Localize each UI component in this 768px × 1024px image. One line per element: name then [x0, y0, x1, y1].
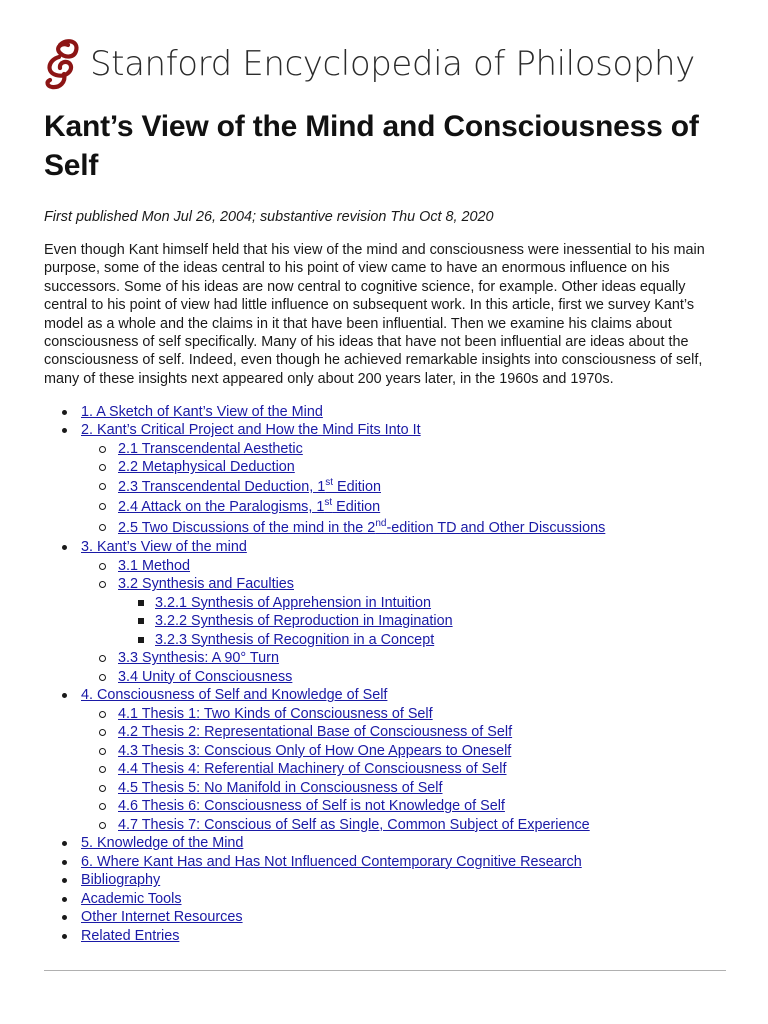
toc-link-section-4-1[interactable]: 4.1 Thesis 1: Two Kinds of Consciousness of Self	[118, 705, 433, 722]
toc-link-section-3[interactable]: 3. Kant’s View of the mind	[81, 539, 247, 556]
toc-item	[81, 518, 728, 539]
toc-link-related-entries[interactable]: Related Entries	[81, 927, 180, 944]
toc-link-academic-tools[interactable]: Academic Tools	[81, 890, 182, 907]
bullet-icon	[99, 729, 106, 736]
toc-link-section-3-4[interactable]: 3.4 Unity of Consciousness	[118, 668, 293, 685]
bullet-icon	[99, 822, 106, 829]
bullet-icon	[99, 655, 106, 662]
bullet-icon	[138, 637, 144, 643]
toc-link-section-3-2-2[interactable]: 3.2.2 Synthesis of Reproduction in Imagination	[155, 613, 453, 630]
toc-link-section-3-2-1[interactable]: 3.2.1 Synthesis of Apprehension in Intuition	[155, 594, 432, 611]
toc-item	[81, 668, 728, 687]
bullet-icon	[62, 915, 67, 920]
toc-item	[118, 612, 728, 631]
toc-item	[81, 477, 728, 498]
toc-item	[44, 927, 728, 946]
toc-sublist	[81, 440, 728, 539]
bullet-icon	[62, 878, 67, 883]
toc-item	[81, 742, 728, 761]
bullet-icon	[62, 860, 67, 865]
bullet-icon	[99, 483, 106, 490]
site-title[interactable]: Stanford Encyclopedia of Philosophy	[90, 44, 695, 84]
toc-item	[44, 403, 728, 422]
bullet-icon	[99, 711, 106, 718]
toc-link-section-2-1[interactable]: 2.1 Transcendental Aesthetic	[118, 440, 303, 457]
toc-link-section-2-4[interactable]	[118, 499, 380, 515]
bullet-icon	[99, 803, 106, 810]
toc-item	[44, 890, 728, 909]
toc-link-section-5[interactable]: 5. Knowledge of the Mind	[81, 835, 244, 852]
toc-link-section-3-2[interactable]: 3.2 Synthesis and Faculties	[118, 576, 294, 593]
toc-item	[44, 686, 728, 834]
toc-item	[44, 538, 728, 686]
toc-link-section-6[interactable]: 6. Where Kant Has and Has Not Influenced Contemporary Cognitive Research	[81, 853, 582, 870]
toc-item	[118, 631, 728, 650]
toc-link-bibliography[interactable]: Bibliography	[81, 872, 161, 889]
toc-link-section-1[interactable]: 1. A Sketch of Kant’s View of the Mind	[81, 403, 323, 420]
toc-link-section-4-3[interactable]: 4.3 Thesis 3: Conscious Only of How One Appears to Oneself	[118, 742, 512, 759]
bullet-icon	[99, 581, 106, 588]
bullet-icon	[99, 464, 106, 471]
toc-link-section-3-2-3[interactable]: 3.2.3 Synthesis of Recognition in a Concept	[155, 631, 435, 648]
bullet-icon	[99, 563, 106, 570]
toc-item	[81, 575, 728, 649]
preamble-paragraph: Even though Kant himself held that his view of the mind and consciousness were inessential to his main purpose, some of the ideas central to his point of view came to have an enormous influence on his successors. Some of his ideas are now central to cognitive science, for example. Other ideas equally central to his point of view had little influence on subsequent work. In this article, first we survey Kant’s model as a whole and the claims in it that have been influential. Then we examine his claims about consciousness of self specifically. Many of his ideas that have not been influential are ideas about the consciousness of self. Indeed, even though he achieved remarkable insights into consciousness of self, many of these insights next appeared only about 200 years later, in the 1960s and 1970s.	[44, 242, 705, 387]
toc-item	[81, 705, 728, 724]
toc-link-section-4[interactable]: 4. Consciousness of Self and Knowledge of Self	[81, 687, 388, 704]
toc-item	[81, 497, 728, 518]
toc-link-section-2-2[interactable]: 2.2 Metaphysical Deduction	[118, 459, 295, 476]
entry-title: Kant’s View of the Mind and Consciousness of Self	[44, 110, 699, 182]
bullet-icon	[62, 693, 67, 698]
toc-item	[81, 779, 728, 798]
bullet-icon	[62, 410, 67, 415]
bullet-icon	[62, 841, 67, 846]
toc-link-section-3-3[interactable]: 3.3 Synthesis: A 90° Turn	[118, 650, 279, 667]
link-text: Edition	[332, 499, 381, 516]
toc-item	[44, 871, 728, 890]
toc-link-section-3-1[interactable]: 3.1 Method	[118, 557, 191, 574]
toc-item	[44, 421, 728, 538]
bullet-icon	[62, 428, 67, 433]
link-text: 2.4 Attack on the Paralogisms, 1	[118, 499, 325, 516]
bullet-icon	[99, 785, 106, 792]
publication-info: First published Mon Jul 26, 2004; substantive revision Thu Oct 8, 2020	[44, 209, 494, 225]
toc-item	[44, 834, 728, 853]
ordinal-suffix: st	[325, 476, 333, 488]
toc-item	[118, 594, 728, 613]
toc-link-section-2[interactable]: 2. Kant’s Critical Project and How the Mind Fits Into It	[81, 422, 421, 439]
link-text: 2.5 Two Discussions of the mind in the 2	[118, 519, 376, 536]
bullet-icon	[99, 748, 106, 755]
bullet-icon	[62, 545, 67, 550]
toc-link-section-4-6[interactable]: 4.6 Thesis 6: Consciousness of Self is not Knowledge of Self	[118, 798, 505, 815]
link-text: Edition	[332, 478, 381, 495]
toc-item	[81, 816, 728, 835]
link-text: -edition TD and Other Discussions	[386, 519, 606, 536]
toc-link-section-4-5[interactable]: 4.5 Thesis 5: No Manifold in Consciousness of Self	[118, 779, 443, 796]
toc-sublist	[81, 705, 728, 835]
link-text: 2.3 Transcendental Deduction, 1	[118, 478, 326, 495]
bullet-icon	[138, 618, 144, 624]
table-of-contents	[44, 403, 728, 946]
ordinal-suffix: nd	[375, 517, 387, 529]
bullet-icon	[99, 674, 106, 681]
toc-item	[81, 797, 728, 816]
bullet-icon	[99, 503, 106, 510]
bullet-icon	[138, 600, 144, 606]
toc-list	[44, 403, 728, 946]
toc-item	[81, 440, 728, 459]
entry-page	[44, 0, 728, 945]
toc-item	[44, 908, 728, 927]
toc-item	[81, 557, 728, 576]
toc-item	[81, 723, 728, 742]
toc-link-section-4-2[interactable]: 4.2 Thesis 2: Representational Base of Consciousness of Self	[118, 724, 513, 741]
divider	[44, 970, 726, 971]
toc-item	[81, 649, 728, 668]
toc-item	[81, 760, 728, 779]
ordinal-suffix: st	[324, 497, 333, 509]
toc-item	[44, 853, 728, 872]
bullet-icon	[62, 934, 67, 939]
toc-link-section-4-7[interactable]: 4.7 Thesis 7: Conscious of Self as Single, Common Subject of Experience	[118, 816, 590, 833]
toc-sublist	[118, 594, 728, 650]
toc-link-section-2-3[interactable]	[118, 476, 381, 495]
bullet-icon	[62, 897, 67, 902]
toc-item	[81, 458, 728, 477]
site-header	[44, 36, 728, 98]
toc-sublist	[81, 557, 728, 687]
bullet-icon	[99, 524, 106, 531]
bullet-icon	[99, 446, 106, 453]
toc-link-section-2-5[interactable]	[118, 517, 606, 536]
toc-link-section-4-4[interactable]: 4.4 Thesis 4: Referential Machinery of Consciousness of Self	[118, 761, 507, 778]
toc-link-other-resources[interactable]: Other Internet Resources	[81, 909, 243, 926]
bullet-icon	[99, 766, 106, 773]
sep-logo-icon[interactable]	[44, 37, 86, 97]
